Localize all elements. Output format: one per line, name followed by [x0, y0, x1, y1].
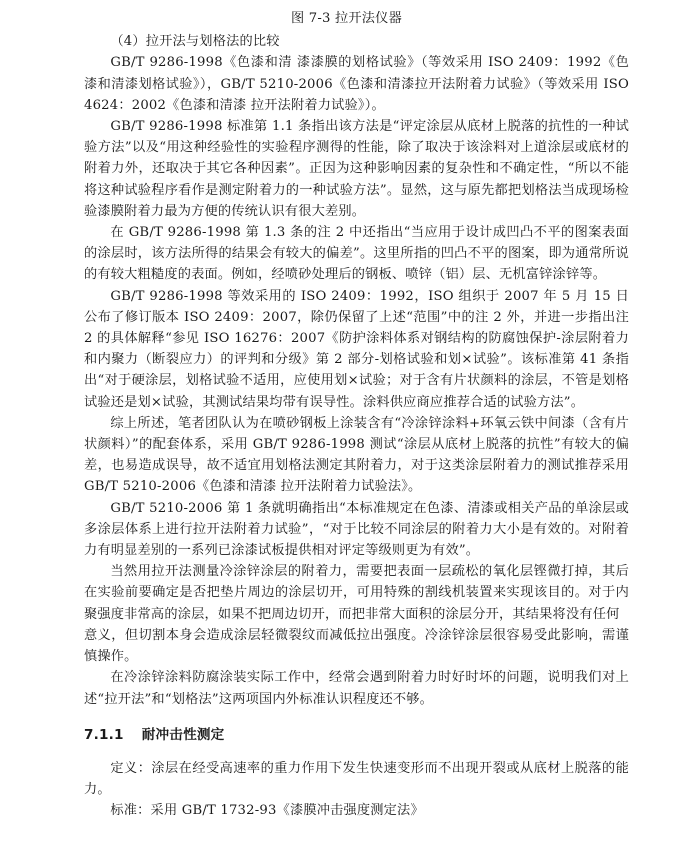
definition-text: 定义：涂层在经受高速率的重力作用下发生快速变形而不出现开裂或从底材上脱落的能力。	[84, 760, 629, 798]
paragraph-continuation: 意义，但切割本身会造成涂层轻微裂纹而减低拉出强度。冷涂锌涂层很容易受此影响，需谨慎操作。	[84, 627, 629, 665]
paragraph-gbt9286-scope: GB/T 9286-1998 标准第 1.1 条指出该方法是“评定涂层从底材上脱落的抗性的一种试验方法”以及“用这种经验性的实验程序测得的性能，除了取决于该涂料对上道涂层或底材的附着力外，还取决于其它各种因素”。正因为这种影响因素的复杂性和不确定性，“所以不能将这种试验程序看作是测定附着力的一种试验方法”。显然，这与原先都把划格法当成现场检验漆膜附着力最为方便的传统认识有很大差别。	[84, 119, 629, 219]
paragraph-note2: 在 GB/T 9286-1998 第 1.3 条的注 2 中还指出“当应用于设计成凹凸不平的图案表面的涂层时，该方法所得的结果会有较大的偏差”。这里所指的凹凸不平的图案，即为通常所说的有较大粗糙度的表面。例如，经喷砂处理后的钢板、喷锌（铝）层、无机富锌涂锌等。	[84, 225, 629, 283]
subsection-title: （4）拉开法与划格法的比较	[110, 34, 280, 50]
paragraph-summary: 综上所述，笔者团队认为在喷砂钢板上涂装含有“冷涂锌涂料+环氧云铁中间漆（含有片状颜料）”的配套体系，采用 GB/T 9286-1998 测试“涂层从底材上脱落的抗性”有较大的偏差，也易造成误导，故不适宜用划格法测定其附着力，对于这类涂层附着力的测试推荐采用 GB/T 5210-2006《色漆和清漆 拉开法附着力试验法》。	[84, 415, 629, 495]
section-number: 7.1.1	[84, 726, 124, 743]
paragraph-pull-off-method: 当然用拉开法测量冷涂锌涂层的附着力，需要把表面一层疏松的氧化层铿微打掉，其后在实验前要确定是否把垫片周边的涂层切开，可用特殊的割线机装置来实现该目的。对于内聚强度非常高的涂层，如果不把周边切开，而把非常大面积的涂层分开，其结果将没有任何	[84, 564, 629, 622]
paragraph-iso2409: GB/T 9286-1998 等效采用的 ISO 2409：1992，ISO 组织于 2007 年 5 月 15 日公布了修订版本 ISO 2409：2007，除仍保留了上述“范围”中的注 2 外，并进一步指出注 2 的具体解释“参见 ISO 16276：2007《防护涂料体系对钢结构的防腐蚀保护-涂层附着力和内聚力（断裂应力）的评判和分级》第 2 部分-划格试验和划×试验”。该标准第 41 条指出“对于硬涂层，划格试验不适用，应使用划×试验；对于含有片状颜料的涂层，不管是划格试验还是划×试验，其测试结果均带有误导性。涂料供应商应推荐合适的试验方法”。	[84, 288, 629, 410]
paragraph-conclusion: 在冷涂锌涂料防腐涂装实际工作中，经常会遇到附着力时好时坏的问题，说明我们对上述“拉开法”和“划格法”这两项国内外标准认识程度还不够。	[84, 670, 629, 707]
section-title: 耐冲击性测定	[141, 726, 225, 743]
paragraph-standards: GB/T 9286-1998《色漆和清 漆漆膜的划格试验》（等效采用 ISO 2409：1992《色漆和清漆划格试验》），GB/T 5210-2006《色漆和清漆拉开法附着力试验》（等效采用 ISO 4624：2002《色漆和清漆 拉开法附着力试验》）。	[84, 55, 629, 113]
figure-caption: 图 7-3 拉开法仪器	[291, 11, 402, 26]
paragraph-gbt5210: GB/T 5210-2006 第 1 条就明确指出“本标准规定在色漆、清漆或相关产品的单涂层或多涂层体系上进行拉开法附着力试验”，“对于比较不同涂层的附着力大小是有效的。对附着力有明显差别的一系列已涂漆试板提供相对评定等级则更为有效”。	[84, 500, 629, 559]
section-heading	[84, 725, 629, 746]
standard-text: 标准：采用 GB/T 1732-93《漆膜冲击强度测定法》	[110, 803, 424, 819]
